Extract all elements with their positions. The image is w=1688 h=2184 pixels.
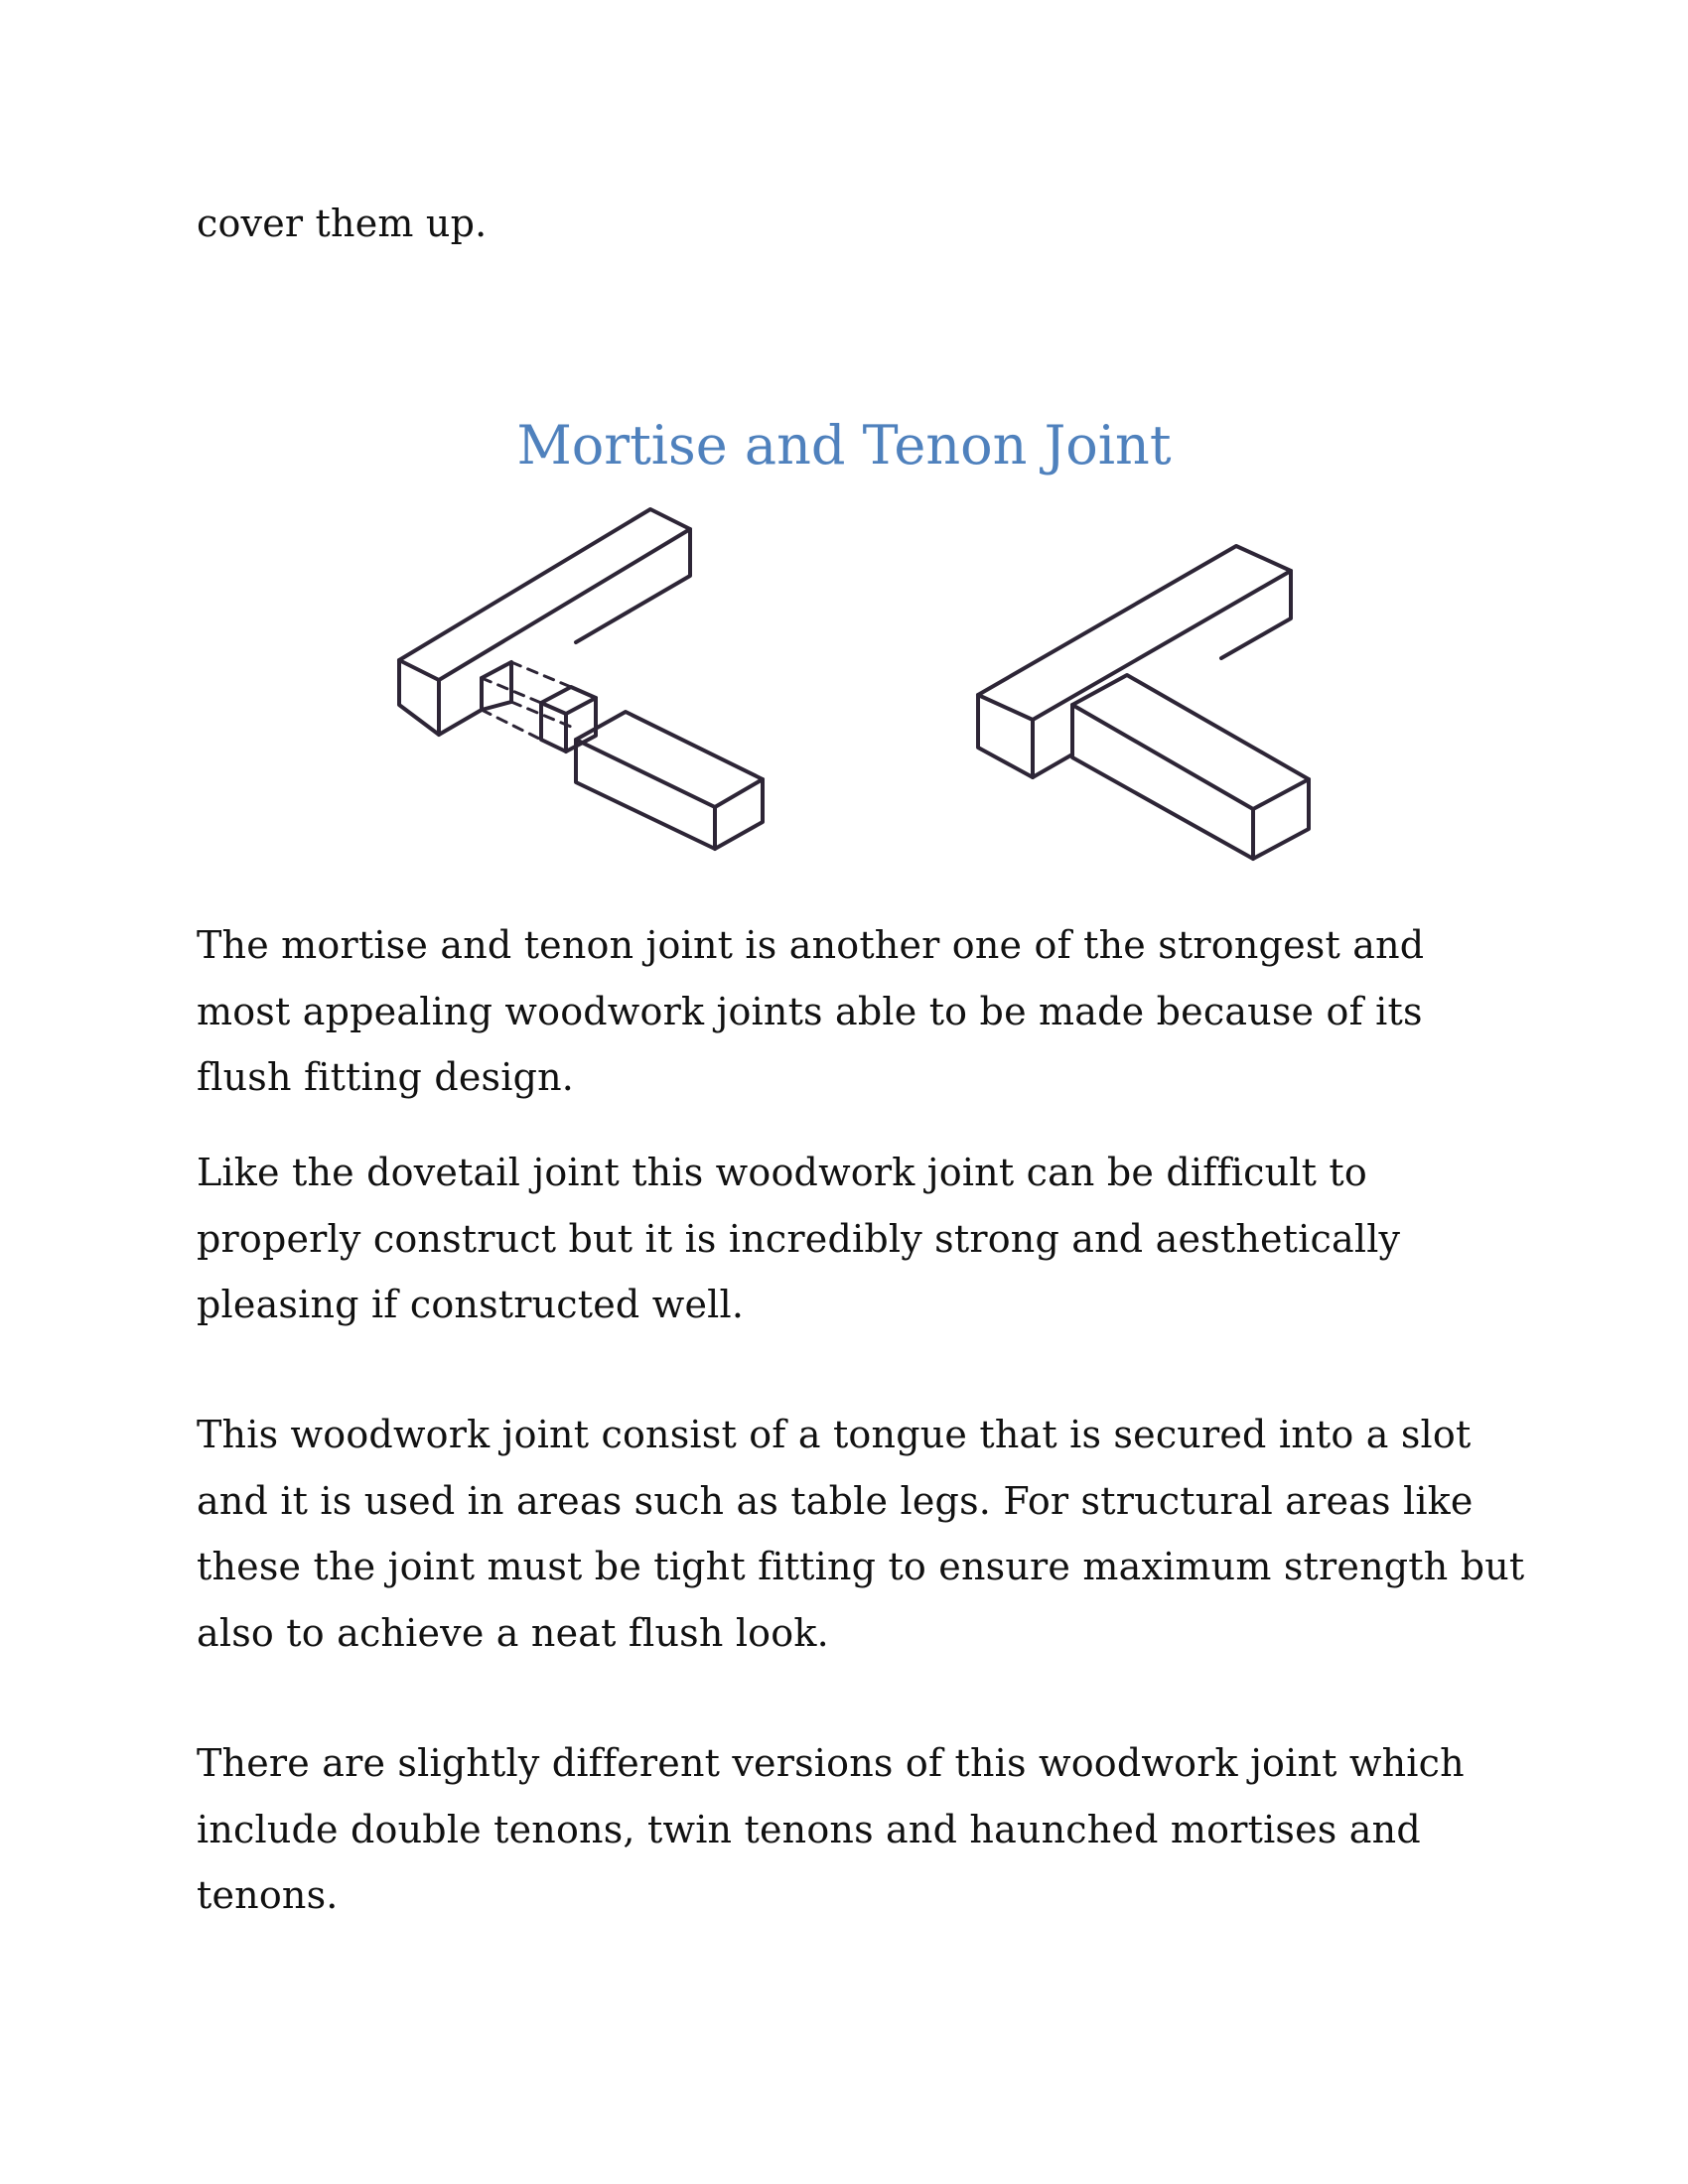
tenon-rail-end: [715, 779, 763, 849]
tenon-rail-front: [576, 740, 715, 849]
joint-illustration: [387, 501, 1340, 874]
right-rail-end-face: [1253, 779, 1309, 859]
section-title: Mortise and Tenon Joint: [516, 414, 1172, 477]
right-rail-front-face: [1072, 705, 1253, 859]
left-beam-lower-edge-a: [439, 710, 482, 735]
projection-line: [511, 662, 571, 687]
projection-line: [482, 710, 541, 740]
tenon-tongue-top: [541, 687, 596, 714]
right-rail-top-face: [1072, 675, 1309, 809]
right-joint-line: [1033, 720, 1072, 777]
joint-illustration-svg: [387, 501, 1340, 874]
intro-text: cover them up.: [197, 202, 488, 245]
right-beam-top-face: [978, 546, 1291, 720]
right-beam-lower-edge: [1221, 571, 1291, 658]
mortise-tenon-assembled-diagram: [978, 546, 1309, 859]
body-paragraph: The mortise and tenon joint is another one of the strongest and most appealing woodwork joints able to be made because of its flush fitting design.: [197, 923, 1425, 1099]
body-paragraph: Like the dovetail joint this woodwork joint can be difficult to properly construct but it is incredibly strong and aesthetically pleasing if constructed well.: [197, 1151, 1401, 1326]
mortise-slot: [482, 662, 511, 710]
body-paragraph: This woodwork joint consist of a tongue that is secured into a slot and it is used in areas such as table legs. For structural areas like these the joint must be tight fitting to ensure maximum strength but also to achieve a neat flush look.: [197, 1413, 1525, 1655]
mortise-tenon-separated-diagram: [399, 509, 763, 849]
left-beam-top-face: [399, 509, 690, 680]
tenon-rail-top: [576, 712, 763, 807]
body-paragraph: There are slightly different versions of this woodwork joint which include double tenons, twin tenons and haunched mortises and tenons.: [197, 1741, 1465, 1917]
